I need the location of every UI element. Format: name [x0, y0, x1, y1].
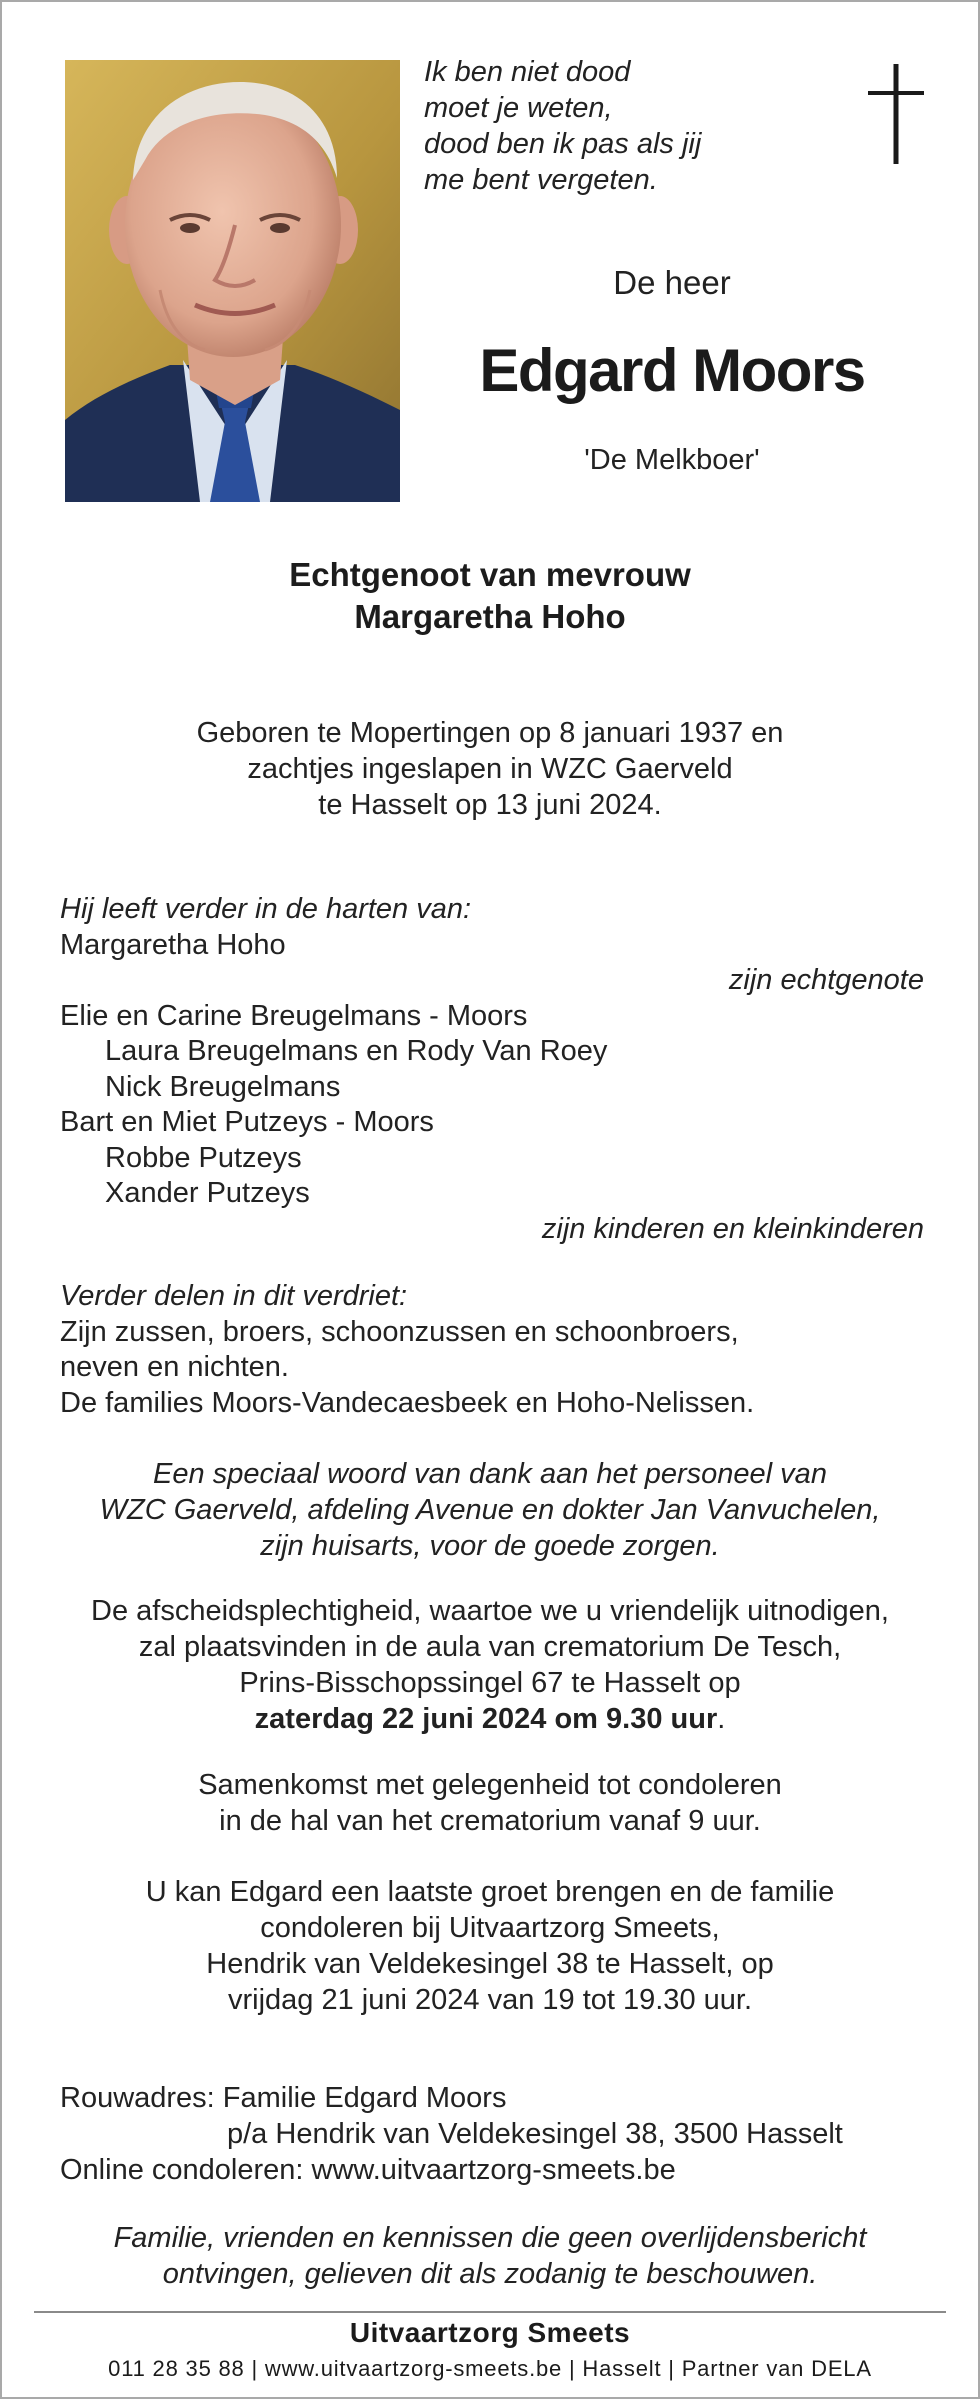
children-role: zijn kinderen en kleinkinderen [541, 1212, 924, 1245]
visit-line: vrijdag 21 juni 2024 van 19 tot 19.30 uur. [228, 1984, 752, 2016]
birth-line: zachtjes ingeslapen in WZC Gaerveld [247, 753, 733, 785]
ceremony-block [2, 1593, 978, 1737]
family-intro: Hij leeft verder in de harten van: [60, 893, 472, 925]
online-condolence: Online condoleren: www.uitvaartzorg-smeets.be [60, 2154, 676, 2186]
ceremony-line: Prins-Bisschopssingel 67 te Hasselt op [239, 1667, 741, 1699]
funeral-home-name: Uitvaartzorg Smeets [349, 2317, 631, 2348]
thanks-block [2, 1456, 978, 1564]
poem-line: me bent vergeten. [424, 164, 658, 196]
spouse-block [2, 554, 978, 638]
meeting-block [2, 1767, 978, 1839]
grandchild-line: Nick Breugelmans [105, 1070, 341, 1103]
child-line: Bart en Miet Putzeys - Moors [60, 1106, 434, 1138]
mourning-address: Rouwadres: Familie Edgard Moors [60, 2082, 507, 2114]
spouse-role: zijn echtgenote [728, 964, 924, 996]
visit-block [2, 1874, 978, 2018]
ceremony-date-end: . [717, 1703, 726, 1735]
visit-line: condoleren bij Uitvaartzorg Smeets, [260, 1912, 720, 1944]
address-block [60, 2080, 924, 2188]
spouse-line: Margaretha Hoho [354, 598, 626, 635]
ceremony-date: zaterdag 22 juni 2024 om 9.30 uur [254, 1703, 718, 1735]
birth-line: Geboren te Mopertingen op 8 januari 1937 en [196, 717, 784, 749]
child-line: Elie en Carine Breugelmans - Moors [60, 999, 528, 1032]
ceremony-line: zal plaatsvinden in de aula van crematorium De Tesch, [138, 1631, 842, 1663]
poem [424, 54, 784, 198]
cross-icon [864, 64, 928, 164]
portrait-illustration [65, 60, 400, 502]
birth-death-block [2, 715, 978, 823]
honorific: De heer [613, 264, 731, 301]
grandchild-line: Xander Putzeys [105, 1177, 310, 1209]
others-line: De families Moors-Vandecaesbeek en Hoho-Nelissen. [60, 1386, 755, 1419]
meeting-line: Samenkomst met gelegenheid tot condoleren [198, 1769, 782, 1801]
meeting-line: in de hal van het crematorium vanaf 9 uur. [219, 1805, 761, 1837]
others-intro: Verder delen in dit verdriet: [60, 1280, 408, 1312]
notice-block [2, 2220, 978, 2292]
family-block [60, 892, 924, 1247]
portrait-photo [65, 60, 400, 502]
thanks-line: Een speciaal woord van dank aan het personeel van [153, 1458, 827, 1490]
notice-line: ontvingen, gelieven dit als zodanig te beschouwen. [162, 2258, 818, 2290]
others-line: Zijn zussen, broers, schoonzussen en schoonbroers, [60, 1315, 739, 1348]
nickname: 'De Melkboer' [584, 444, 760, 476]
visit-line: U kan Edgard een laatste groet brengen en de familie [145, 1876, 835, 1908]
mourning-address-street: p/a Hendrik van Veldekesingel 38, 3500 Hasselt [227, 2118, 843, 2150]
poem-line: Ik ben niet dood [424, 56, 631, 88]
funeral-home-contact: 011 28 35 88 | www.uitvaartzorg-smeets.be | Hasselt | Partner van DELA [108, 2356, 872, 2381]
others-block [60, 1279, 924, 1421]
thanks-line: WZC Gaerveld, afdeling Avenue en dokter Jan Vanvuchelen, [99, 1494, 881, 1526]
ceremony-line: De afscheidsplechtigheid, waartoe we u vriendelijk uitnodigen, [91, 1595, 889, 1627]
grandchild-line: Laura Breugelmans en Rody Van Roey [105, 1035, 608, 1067]
deceased-name: Edgard Moors [479, 337, 865, 404]
ceremony-date-line [2, 1701, 978, 1737]
spouse-line: Echtgenoot van mevrouw [289, 556, 691, 593]
birth-line: te Hasselt op 13 juni 2024. [318, 789, 662, 821]
visit-line: Hendrik van Veldekesingel 38 te Hasselt, op [206, 1948, 774, 1980]
poem-line: dood ben ik pas als jij [424, 128, 702, 160]
others-line: neven en nichten. [60, 1351, 289, 1383]
notice-line: Familie, vrienden en kennissen die geen overlijdensbericht [113, 2222, 867, 2254]
grandchild-line: Robbe Putzeys [105, 1141, 302, 1174]
thanks-line: zijn huisarts, voor de goede zorgen. [260, 1530, 720, 1562]
footer-divider [34, 2311, 946, 2313]
poem-line: moet je weten, [424, 92, 613, 124]
spouse-name: Margaretha Hoho [60, 928, 286, 961]
